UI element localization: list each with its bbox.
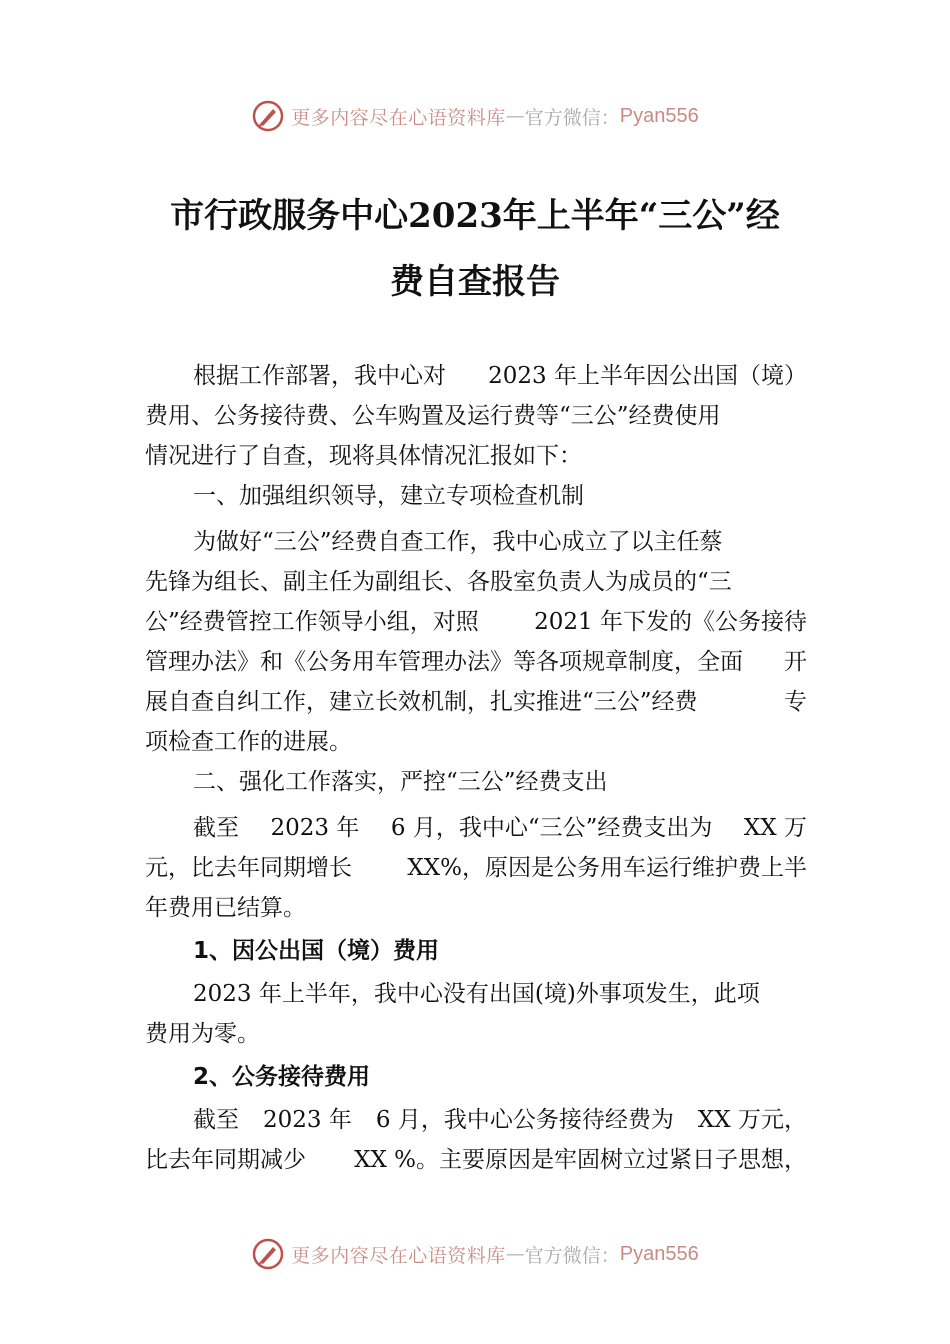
watermark-text: 更多内容尽在心语资料库 (291, 1244, 506, 1267)
heading-text: 2、公务接待费用 (193, 1064, 371, 1090)
text-run: 费用、公务接待费、公车购置及运行费等“三公”经费使用 (145, 403, 721, 429)
heading-text: 一、加强组织领导，建立专项检查机制 (193, 483, 584, 509)
paragraph-line (145, 722, 807, 762)
paragraph-line (145, 848, 807, 888)
watermark-separator: — (505, 105, 525, 127)
paragraph-line (145, 396, 807, 436)
pen-seal-icon (251, 1237, 285, 1271)
document-body (145, 356, 807, 1180)
watermark-label: 官方微信： (524, 106, 620, 129)
text-run: 2023 年上半年因公出国（境） (488, 363, 807, 389)
text-run: 2021 年下发的《公务接待 (534, 609, 807, 635)
paragraph-line (145, 356, 807, 396)
watermark-label: 官方微信： (524, 1244, 620, 1267)
text-run: 6 月，我中心公务接待经费为 (375, 1107, 674, 1133)
paragraph-line (145, 602, 807, 642)
text-run: 专 (784, 689, 807, 715)
text-run: 截至 (193, 815, 239, 841)
section-heading-2 (145, 762, 807, 802)
text-run: 管理办法》和《公务用车管理办法》等各项规章制度，全面 (145, 649, 743, 675)
text-run: 开 (784, 649, 807, 675)
heading-text: 1、因公出国（境）费用 (193, 938, 440, 964)
text-run: XX 万元， (697, 1107, 807, 1133)
subsection-heading-1 (145, 928, 807, 974)
paragraph-line (145, 808, 807, 848)
paragraph-line (145, 642, 807, 682)
text-run: 情况进行了自查，现将具体情况汇报如下： (145, 443, 582, 469)
watermark-id: Pyan556 (619, 104, 699, 127)
text-run: XX 万 (743, 815, 807, 841)
text-run: 展自查自纠工作，建立长效机制，扎实推进“三公”经费 (145, 689, 698, 715)
text-run: 2023 年上半年，我中心没有出国(境)外事项发生，此项 (193, 981, 760, 1007)
paragraph-line (145, 436, 807, 476)
text-run: 2023 年 (263, 1107, 352, 1133)
text-run: 为做好“三公”经费自查工作，我中心成立了以主任蔡 (193, 529, 723, 555)
watermark-text: 更多内容尽在心语资料库 (291, 106, 506, 129)
text-run: 元，比去年同期增长 (145, 855, 352, 881)
footer-watermark (0, 1234, 950, 1274)
text-run: 费用为零。 (145, 1021, 260, 1047)
heading-text: 二、强化工作落实，严控“三公”经费支出 (193, 769, 608, 795)
paragraph-line (145, 682, 807, 722)
paragraph-line (145, 1014, 807, 1054)
subsection-heading-2 (145, 1054, 807, 1100)
text-run: 截至 (193, 1107, 239, 1133)
title-line-2: 费自查报告 (390, 262, 560, 302)
text-run: 公”经费管控工作领导小组，对照 (145, 609, 479, 635)
text-run: 年费用已结算。 (145, 895, 306, 921)
pen-seal-icon (251, 99, 285, 133)
paragraph-line (145, 1140, 807, 1180)
watermark-separator: — (505, 1243, 525, 1265)
text-run: 6 月，我中心“三公”经费支出为 (390, 815, 713, 841)
text-run: 比去年同期减少 (145, 1147, 306, 1173)
text-run: 2023 年 (270, 815, 360, 841)
section-heading-1 (145, 476, 807, 516)
text-run: XX %。主要原因是牢固树立过紧日子思想， (354, 1147, 807, 1173)
title-line-1: 市行政服务中心2023年上半年“三公”经 (170, 196, 780, 236)
text-run: XX%，原因是公务用车运行维护费上半 (407, 855, 807, 881)
text-run: 根据工作部署，我中心对 (193, 363, 446, 389)
text-run: 先锋为组长、副主任为副组长、各股室负责人为成员的“三 (145, 569, 732, 595)
paragraph-line (145, 974, 807, 1014)
text-run: 项检查工作的进展。 (145, 729, 352, 755)
watermark-id: Pyan556 (619, 1242, 699, 1265)
header-watermark (0, 96, 950, 136)
document-title (140, 183, 810, 315)
paragraph-line (145, 888, 807, 928)
paragraph-line (145, 1100, 807, 1140)
paragraph-line (145, 562, 807, 602)
paragraph-line (145, 522, 807, 562)
